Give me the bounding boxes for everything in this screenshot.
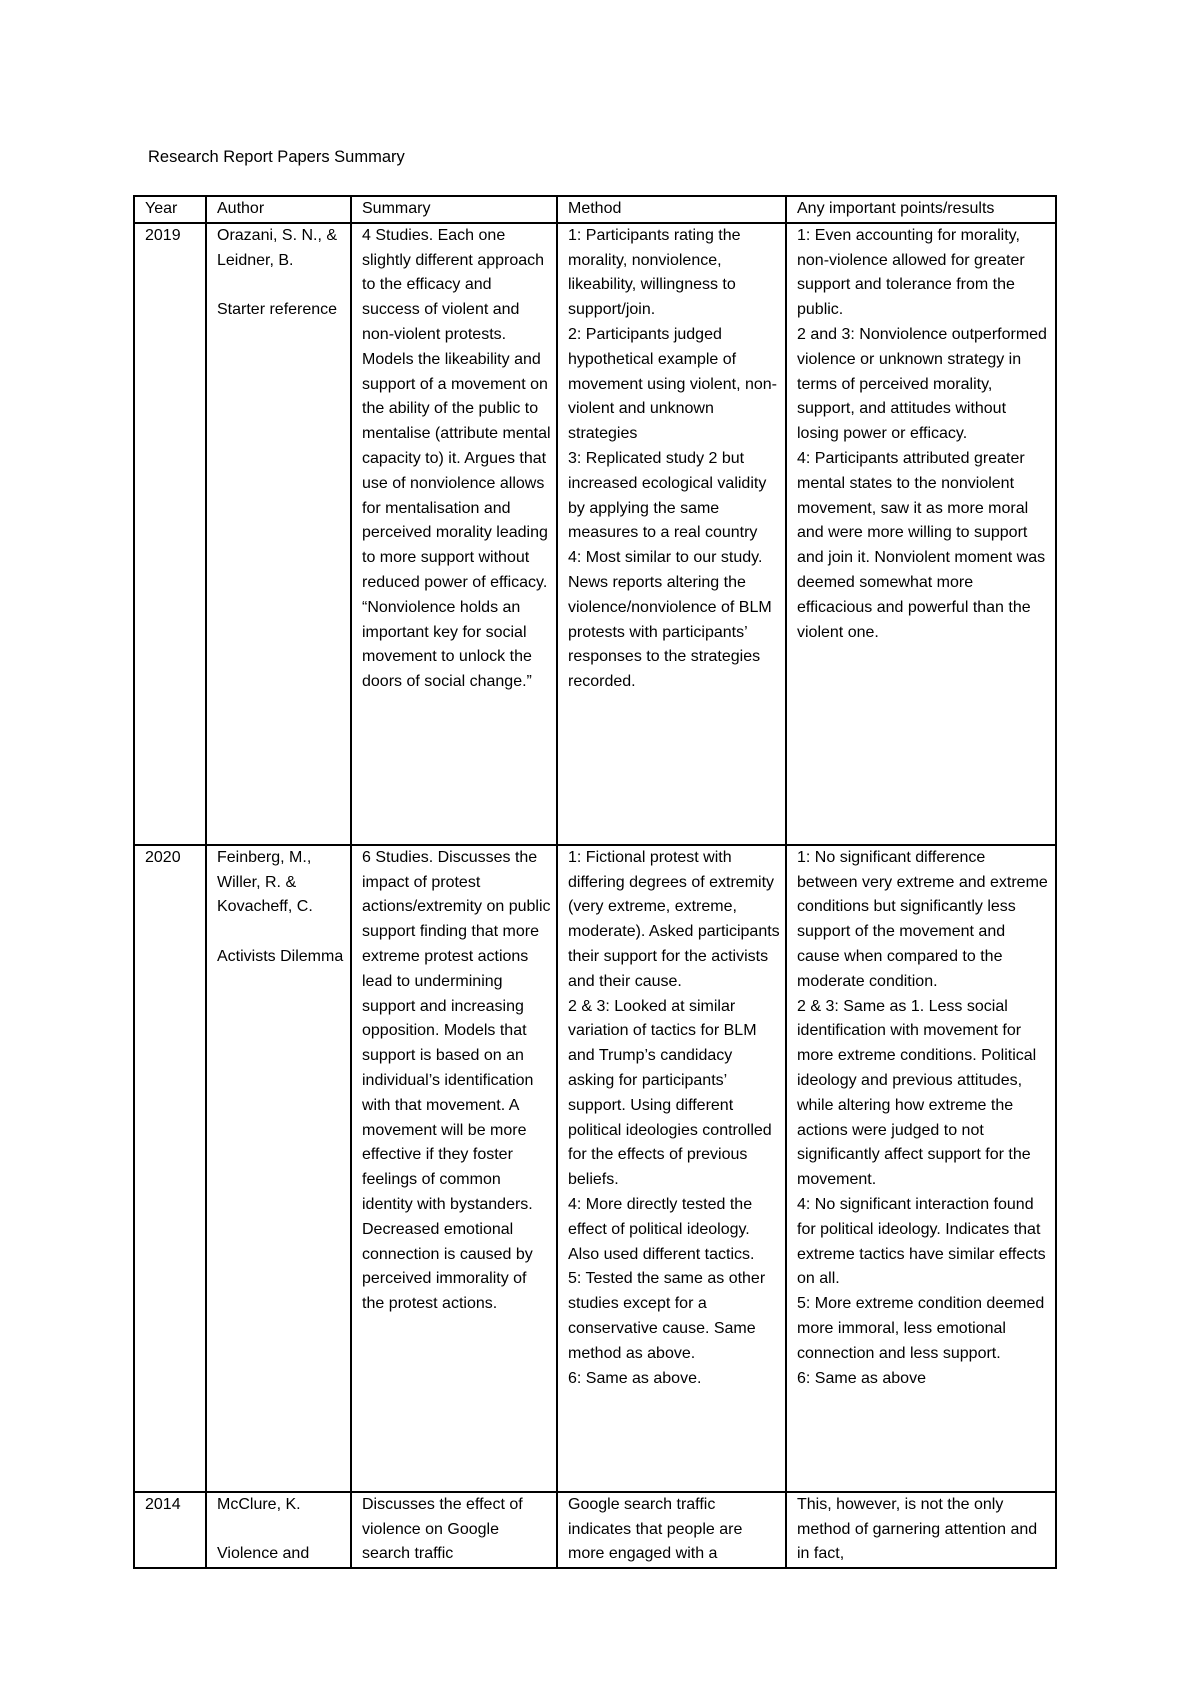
cell-author — [206, 1492, 351, 1568]
method-item: 2 & 3: Looked at similar variation of tactics for BLM and Trump’s candidacy asking for participants’ support. Using different political ideologies controlled for the effects of previous beliefs. — [568, 997, 772, 1189]
points-item: 2 and 3: Nonviolence outperformed violence or unknown strategy in terms of perceived morality, support, and attitudes without losing power or efficacy. — [797, 325, 1047, 443]
table-row — [134, 845, 1056, 1492]
cell-author — [206, 223, 351, 845]
method-item: 4: More directly tested the effect of political ideology. Also used different tactics. — [568, 1195, 755, 1263]
summary-table — [133, 195, 1057, 1569]
author-text: McClure, K. — [217, 1495, 301, 1513]
header-summary: Summary — [351, 196, 557, 223]
method-item: 5: Tested the same as other studies except for a conservative cause. Same method as above. — [568, 1270, 766, 1362]
cell-points — [786, 1492, 1056, 1568]
author-note: Starter reference — [217, 301, 338, 319]
cell-summary — [351, 223, 557, 845]
header-row — [134, 196, 1056, 223]
author-note: Violence and — [217, 1545, 310, 1563]
cell-points — [786, 845, 1056, 1492]
cell-year — [134, 223, 206, 845]
points-item: 5: More extreme condition deemed more immoral, less emotional connection and less support. — [797, 1295, 1045, 1362]
points-item: 1: No significant difference between very extreme and extreme conditions but significantly less support of the movement and cause when compared to the moderate condition. — [797, 848, 1048, 990]
header-points: Any important points/results — [786, 196, 1056, 223]
header-year: Year — [134, 196, 206, 223]
method-item: 1: Fictional protest with differing degrees of extremity (very extreme, extreme, moderate). Asked participants their support for the activists and their cause. — [568, 848, 780, 990]
table-row — [134, 1492, 1056, 1568]
cell-year — [134, 1492, 206, 1568]
year-text: 2014 — [145, 1495, 181, 1513]
year-text: 2020 — [145, 848, 181, 866]
points-item: 4: Participants attributed greater mental states to the nonviolent movement, saw it as more moral and were more willing to support and join it. Nonviolent moment was deemed somewhat more efficacious and powerful than the violent one. — [797, 449, 1046, 641]
page-title: Research Report Papers Summary — [148, 148, 405, 166]
cell-method — [557, 1492, 786, 1568]
cell-method — [557, 845, 786, 1492]
method-item: 3: Replicated study 2 but increased ecological validity by applying the same measures to a real country — [568, 449, 767, 542]
author-text: Orazani, S. N., & Leidner, B. — [217, 226, 338, 269]
cell-points — [786, 223, 1056, 845]
points-item: 2 & 3: Same as 1. Less social identification with movement for more extreme conditions. Political ideology and previous attitudes, while altering how extreme the actions were judged to not significantly affect support for the movement. — [797, 997, 1037, 1189]
cell-year — [134, 845, 206, 1492]
points-item: 6: Same as above — [797, 1369, 926, 1387]
cell-summary — [351, 845, 557, 1492]
author-text: Feinberg, M., Willer, R. & Kovacheff, C. — [217, 848, 313, 916]
summary-text: Discusses the effect of violence on Google search traffic — [362, 1495, 523, 1563]
cell-author — [206, 845, 351, 1492]
method-item: 4: Most similar to our study. News reports altering the violence/nonviolence of BLM protests with participants’ responses to the strategies recorded. — [568, 549, 772, 691]
points-item: 1: Even accounting for morality, non-violence allowed for greater support and tolerance from the public. — [797, 226, 1025, 319]
points-item: 4: No significant interaction found for political ideology. Indicates that extreme tactics have similar effects on all. — [797, 1195, 1046, 1288]
method-item: 2: Participants judged hypothetical example of movement using violent, non-violent and unknown strategies — [568, 325, 777, 443]
header-method: Method — [557, 196, 786, 223]
table-row — [134, 223, 1056, 845]
cell-summary — [351, 1492, 557, 1568]
method-item: 6: Same as above. — [568, 1369, 702, 1387]
author-note: Activists Dilemma — [217, 947, 344, 965]
method-item: Google search traffic indicates that people are more engaged with a — [568, 1495, 743, 1563]
summary-text: 6 Studies. Discusses the impact of protest actions/extremity on public support finding that more extreme protest actions lead to undermining support and increasing opposition. Models that support is based on an individual’s identification with that movement. A movement will be more effective if they foster feelings of common identity with bystanders. Decreased emotional connection is caused by perceived immorality of the protest actions. — [362, 848, 551, 1313]
summary-text: 4 Studies. Each one slightly different approach to the efficacy and success of violent and non-violent protests. Models the likeability and support of a movement on the ability of the public to mentalise (attribute mental capacity to) it. Argues that use of nonviolence allows for mentalisation and perceived morality leading to more support without reduced power of efficacy. “Nonviolence holds an important key for social movement to unlock the doors of social change.” — [362, 226, 551, 691]
header-author: Author — [206, 196, 351, 223]
year-text: 2019 — [145, 226, 181, 244]
cell-method — [557, 223, 786, 845]
points-item: This, however, is not the only method of garnering attention and in fact, — [797, 1495, 1038, 1563]
method-item: 1: Participants rating the morality, nonviolence, likeability, willingness to support/join. — [568, 226, 741, 319]
